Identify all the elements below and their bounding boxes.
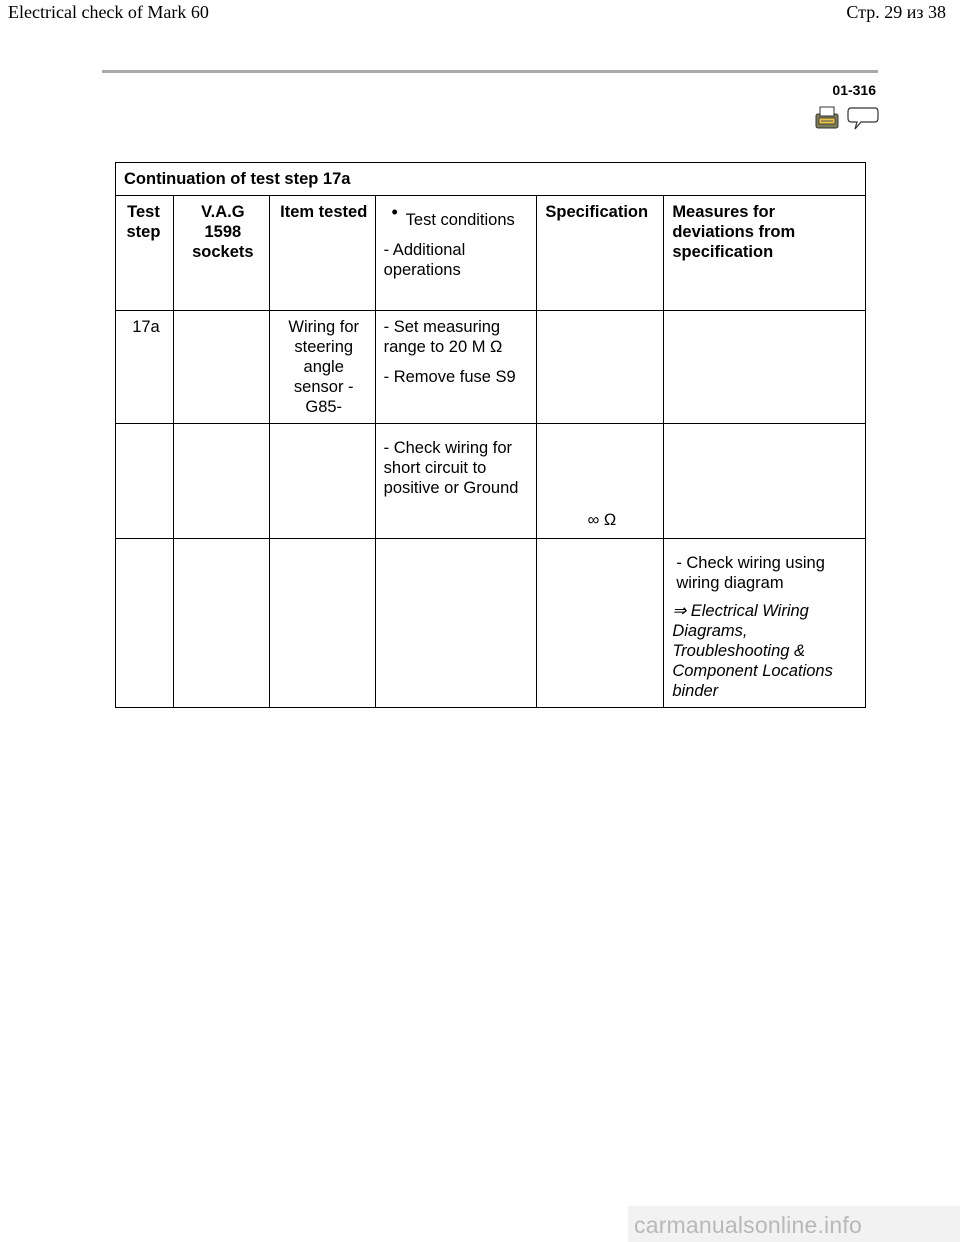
cell-conditions [375,311,537,424]
header-specification: Specification [537,196,664,311]
cell-conditions [375,539,537,708]
bullet-item [384,202,532,230]
cell-sockets [173,424,269,539]
cell-spec [537,311,664,424]
header-divider [102,70,878,73]
page-counter: Стр. 29 из 38 [846,2,946,22]
cell-measures [664,311,866,424]
table-caption: Continuation of test step 17a [116,163,866,196]
speech-bubble-icon[interactable] [848,108,878,129]
cell-spec: ∞ Ω [537,424,664,539]
watermark-bar [628,1206,960,1242]
watermark-text: carmanualsonline.info [634,1212,862,1238]
wiring-diagram-link[interactable]: ⇒ Electrical Wiring Diagrams, Troubleshooting & Component Locations binder [672,602,833,700]
header-test-step: Test step [116,196,174,311]
cell-item [269,539,375,708]
header-sockets: V.A.G 1598 sockets [173,196,269,311]
header-measures: Measures for deviations from specification [664,196,866,311]
cell-step [116,539,174,708]
cell-conditions [375,424,537,539]
cell-step [116,424,174,539]
cell-measures [664,424,866,539]
cell-item [269,424,375,539]
test-step-table [115,162,866,708]
cell-spec [537,539,664,708]
header-conditions [375,196,537,311]
cell-item: Wiring for steering angle sensor - G85- [269,311,375,424]
toolbar-icons [815,104,879,132]
header-test-conditions: Test conditions [405,211,515,229]
header-additional-ops: - Additional operations [383,241,466,279]
cell-measures [664,539,866,708]
table-row [116,424,866,539]
printer-icon[interactable] [816,107,838,128]
table-row [116,539,866,708]
condition-line: - Set measuring range to 20 M Ω [383,318,503,356]
cell-step: 17a [116,311,174,424]
measures-text: - Check wiring using wiring diagram [676,554,825,592]
bullet-icon: • [391,202,398,222]
condition-line: - Check wiring for short circuit to positive or Ground [383,439,519,497]
document-title: Electrical check of Mark 60 [8,2,209,22]
cell-sockets [173,539,269,708]
icon-strip [815,104,879,132]
cell-sockets [173,311,269,424]
document-number: 01-316 [832,82,876,98]
header-item-tested: Item tested [269,196,375,311]
table-row [116,311,866,424]
condition-line: - Remove fuse S9 [383,368,516,386]
